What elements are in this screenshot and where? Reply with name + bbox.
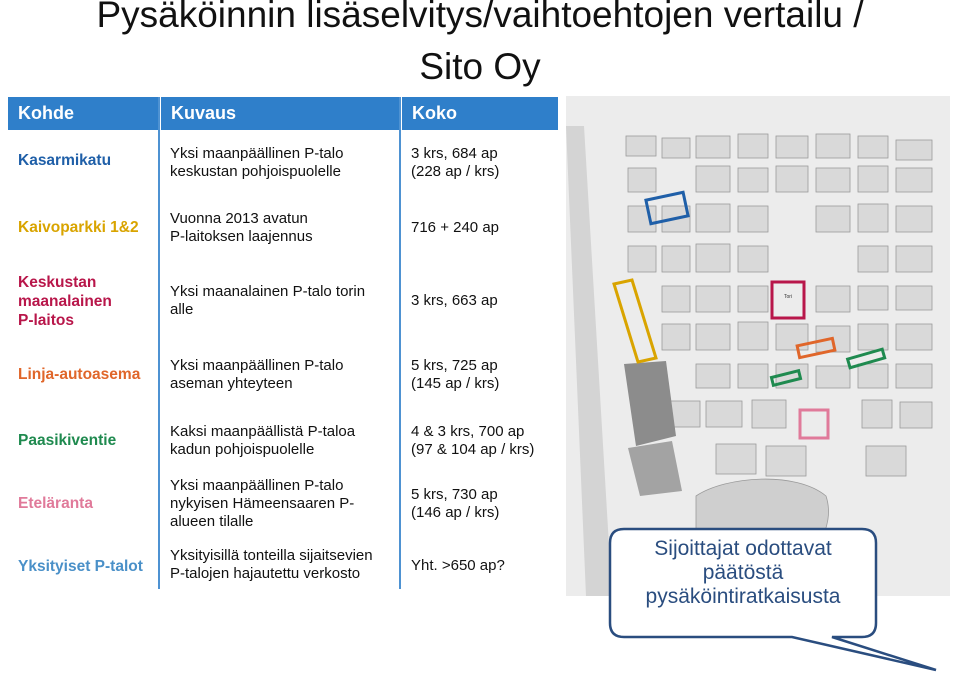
row-koko [411,557,556,575]
city-map-drawing [566,96,950,596]
row-koko [411,292,556,310]
row-kohde [18,273,112,330]
kuvaus-line: keskustan pohjoispuolelle [170,163,341,180]
kohde-line: Yksityiset P-talot [18,558,143,575]
callout-line: Sijoittajat odottavat [654,537,832,560]
koko-line: (228 ap / krs) [411,163,500,180]
row-kuvaus [170,477,395,531]
row-koko [411,357,556,393]
kuvaus-line: Vuonna 2013 avatun [170,210,308,227]
koko-line: 3 krs, 684 ap [411,145,498,162]
header-koko: Koko [402,97,558,130]
row-kohde [18,557,143,576]
header-kohde: Kohde [8,97,158,130]
row-koko [411,486,556,522]
kohde-line: Keskustan [18,274,97,291]
callout-line: pysäköintiratkaisusta [645,585,841,608]
callout-line: päätöstä [702,561,784,584]
row-kohde [18,365,140,384]
kuvaus-line: alle [170,301,194,318]
row-kohde [18,431,116,450]
kuvaus-line: kadun pohjoispuolelle [170,441,315,458]
kuvaus-line: Yksi maanpäällinen P-talo [170,357,344,374]
kuvaus-line: P-laitoksen laajennus [170,228,313,245]
row-kuvaus [170,357,395,393]
koko-line: (146 ap / krs) [411,504,500,521]
row-koko [411,145,556,181]
column-divider [399,97,401,589]
row-kohde [18,494,93,513]
kuvaus-line: Yksityisillä tonteilla sijaitsevien [170,547,373,564]
row-kuvaus [170,283,395,319]
kohde-line: Kasarmikatu [18,152,112,169]
kohde-line: P-laitos [18,312,74,329]
row-koko [411,219,556,237]
kuvaus-line: P-talojen hajautettu verkosto [170,565,361,582]
slide-title-line-1: Pysäköinnin lisäselvitys/vaihtoehtojen vertailu / [96,0,864,35]
kuvaus-line: aseman yhteyteen [170,375,293,392]
slide-title-line-2: Sito Oy [419,46,541,87]
row-kohde [18,218,139,237]
header-kuvaus: Kuvaus [161,97,399,130]
koko-line: 716 + 240 ap [411,219,500,236]
koko-line: (145 ap / krs) [411,375,500,392]
kohde-line: Kaivoparkki 1&2 [18,219,139,236]
kuvaus-line: Yksi maanpäällinen P-talo [170,145,344,162]
kohde-line: maanalainen [18,293,112,310]
kuvaus-line: alueen tilalle [170,513,254,530]
kuvaus-line: nykyisen Hämeensaaren P- [170,495,355,512]
koko-line: Yht. >650 ap? [411,557,505,574]
koko-line: 5 krs, 730 ap [411,486,498,503]
callout-text [610,537,876,609]
callout-bubble [610,527,876,639]
kuvaus-line: Yksi maanpäällinen P-talo [170,477,344,494]
row-kohde [18,151,111,170]
row-kuvaus [170,210,395,246]
koko-line: 5 krs, 725 ap [411,357,498,374]
row-kuvaus [170,423,395,459]
row-kuvaus [170,145,395,181]
row-kuvaus [170,547,395,583]
city-map [566,96,950,596]
koko-line: (97 & 104 ap / krs) [411,441,535,458]
kuvaus-line: Kaksi maanpäällistä P-taloa [170,423,356,440]
column-divider [158,97,160,589]
kohde-line: Eteläranta [18,495,93,512]
row-koko [411,423,556,459]
map-label-tori: Tori [783,294,793,300]
koko-line: 4 & 3 krs, 700 ap [411,423,525,440]
koko-line: 3 krs, 663 ap [411,292,498,309]
kohde-line: Paasikiventie [18,432,117,449]
kohde-line: Linja-autoasema [18,366,141,383]
kuvaus-line: Yksi maanalainen P-talo torin [170,283,366,300]
comparison-table [8,97,558,589]
